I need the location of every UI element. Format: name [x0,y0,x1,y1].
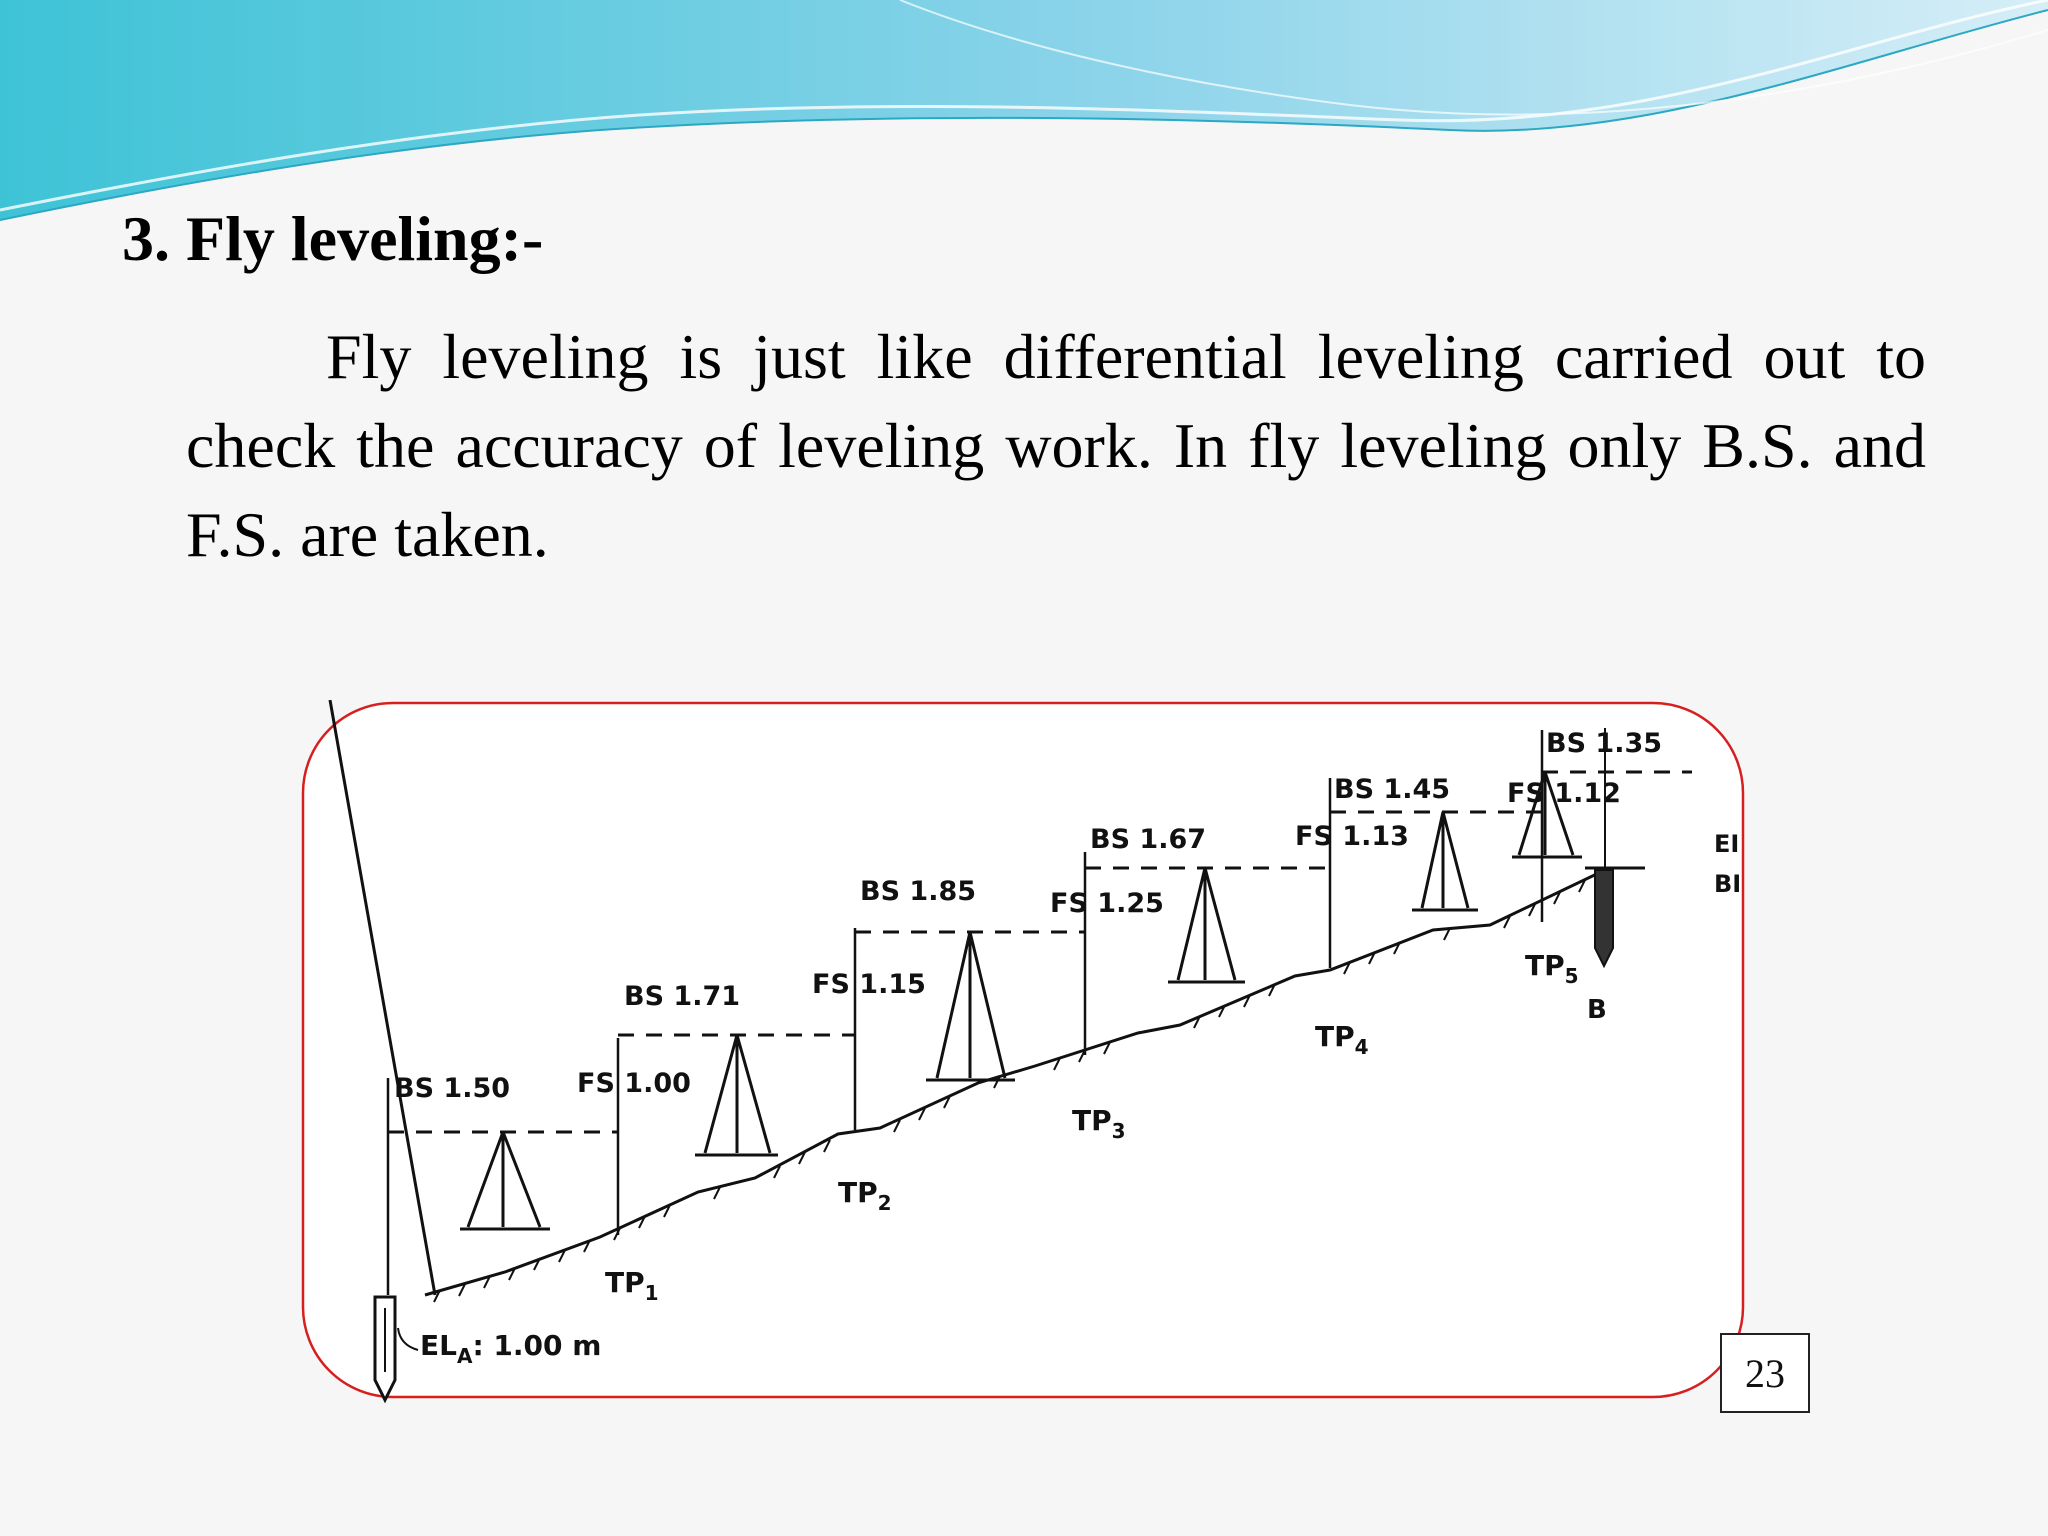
page-number-text: 23 [1745,1350,1785,1396]
fs-reading-label: FS 1.15 [812,969,926,1000]
turning-point-label: $TP_1$ [605,1266,659,1305]
fs-reading-label: FS 1.00 [577,1068,691,1099]
bs-reading-label: BS 1.71 [624,981,741,1012]
turning-point-label: $TP_2$ [838,1176,892,1215]
fly-leveling-diagram [300,700,1750,1410]
turning-point-label: $TP_5$ [1525,949,1579,988]
slide-title: 3. Fly leveling:- [122,203,544,274]
turning-point-label: $TP_3$ [1072,1104,1126,1143]
bs-reading-label: BS 1.50 [394,1073,511,1104]
bs-reading-label: BS 1.35 [1546,728,1663,759]
turning-point-label: $TP_4$ [1315,1020,1369,1059]
fs-reading-label: FS 1.13 [1295,821,1409,852]
page-number [1720,1333,1810,1413]
slide-body-text: Fly leveling is just like differential leveling carried out to check the accuracy of leveling work. In fly leveling only B.S. and F.S. are taken. [186,321,1926,570]
benchmark-b-label: B [1587,995,1607,1025]
elevation-a-label: $EL_A$: 1.00 m [420,1329,602,1368]
fs-reading-label: FS 1.25 [1050,888,1164,919]
bs-reading-label: BS 1.67 [1090,824,1207,855]
bi-partial-label: BI [1714,870,1742,898]
bs-reading-label: BS 1.85 [860,876,977,907]
fs-reading-label: FS 1.12 [1507,778,1621,809]
el-b-partial-label: EI [1714,830,1740,858]
bs-reading-label: BS 1.45 [1334,774,1451,805]
